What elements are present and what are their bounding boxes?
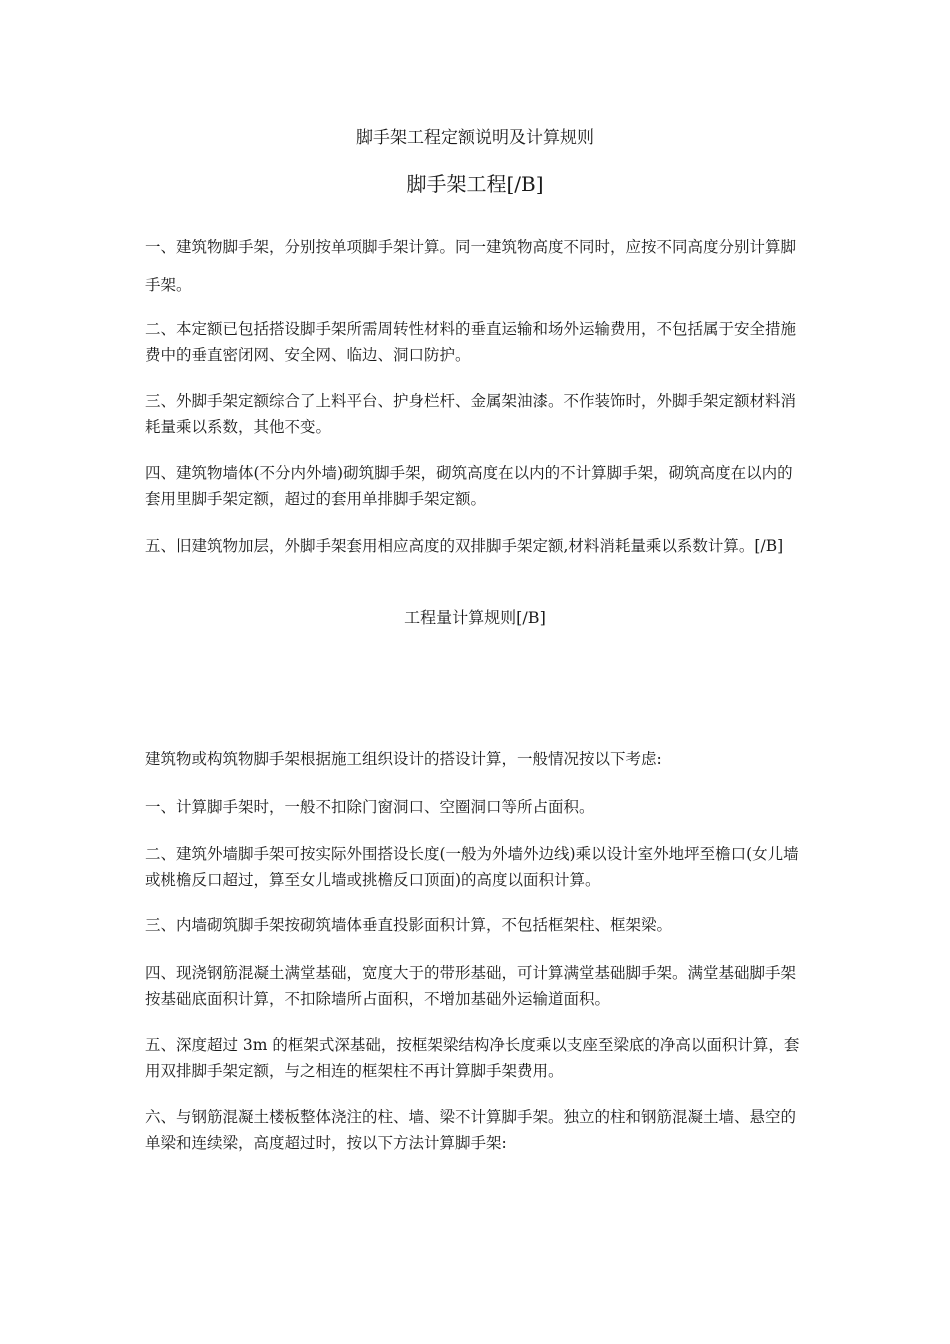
paragraph: 一、建筑物脚手架，分别按单项脚手架计算。同一建筑物高度不同时，应按不同高度分别计算脚手架。 xyxy=(145,238,797,294)
paragraph: 四、现浇钢筋混凝土满堂基础，宽度大于的带形基础，可计算满堂基础脚手架。满堂基础脚手架按基础底面积计算，不扣除墙所占面积，不增加基础外运输道面积。 xyxy=(145,964,797,1008)
paragraph: 五、深度超过 3m 的框架式深基础，按框架梁结构净长度乘以支座至梁底的净高以面积计算，套用双排脚手架定额，与之相连的框架柱不再计算脚手架费用。 xyxy=(145,1036,800,1080)
subheading: 工程量计算规则[/B] xyxy=(404,608,546,627)
paragraph: 二、建筑外墙脚手架可按实际外围搭设长度(一般为外墙外边线)乘以设计室外地坪至檐口(女儿墙或桃檐反口超过，算至女儿墙或挑檐反口顶面)的高度以面积计算。 xyxy=(145,845,799,889)
paragraph: 二、本定额已包括搭设脚手架所需周转性材料的垂直运输和场外运输费用，不包括属于安全措施费中的垂直密闭网、安全网、临边、洞口防护。 xyxy=(145,320,797,364)
document-title: 脚手架工程定额说明及计算规则 xyxy=(356,128,594,148)
paragraph: 六、与钢筋混凝土楼板整体浇注的柱、墙、梁不计算脚手架。独立的柱和钢筋混凝土墙、悬空的单梁和连续梁，高度超过时，按以下方法计算脚手架: xyxy=(145,1108,797,1152)
paragraph: 建筑物或构筑物脚手架根据施工组织设计的搭设计算，一般情况按以下考虑: xyxy=(145,750,662,768)
paragraph: 四、建筑物墙体(不分内外墙)砌筑脚手架，砌筑高度在以内的不计算脚手架，砌筑高度在以内的套用里脚手架定额，超过的套用单排脚手架定额。 xyxy=(145,464,793,508)
section-heading: 脚手架工程[/B] xyxy=(406,172,544,196)
paragraph: 五、旧建筑物加层，外脚手架套用相应高度的双排脚手架定额,材料消耗量乘以系数计算。[/B] xyxy=(145,537,784,555)
paragraph: 三、内墙砌筑脚手架按砌筑墙体垂直投影面积计算，不包括框架柱、框架梁。 xyxy=(145,916,673,934)
paragraph: 一、计算脚手架时，一般不扣除门窗洞口、空圈洞口等所占面积。 xyxy=(145,798,595,816)
paragraph: 三、外脚手架定额综合了上料平台、护身栏杆、金属架油漆。不作装饰时，外脚手架定额材料消耗量乘以系数，其他不变。 xyxy=(145,392,797,436)
